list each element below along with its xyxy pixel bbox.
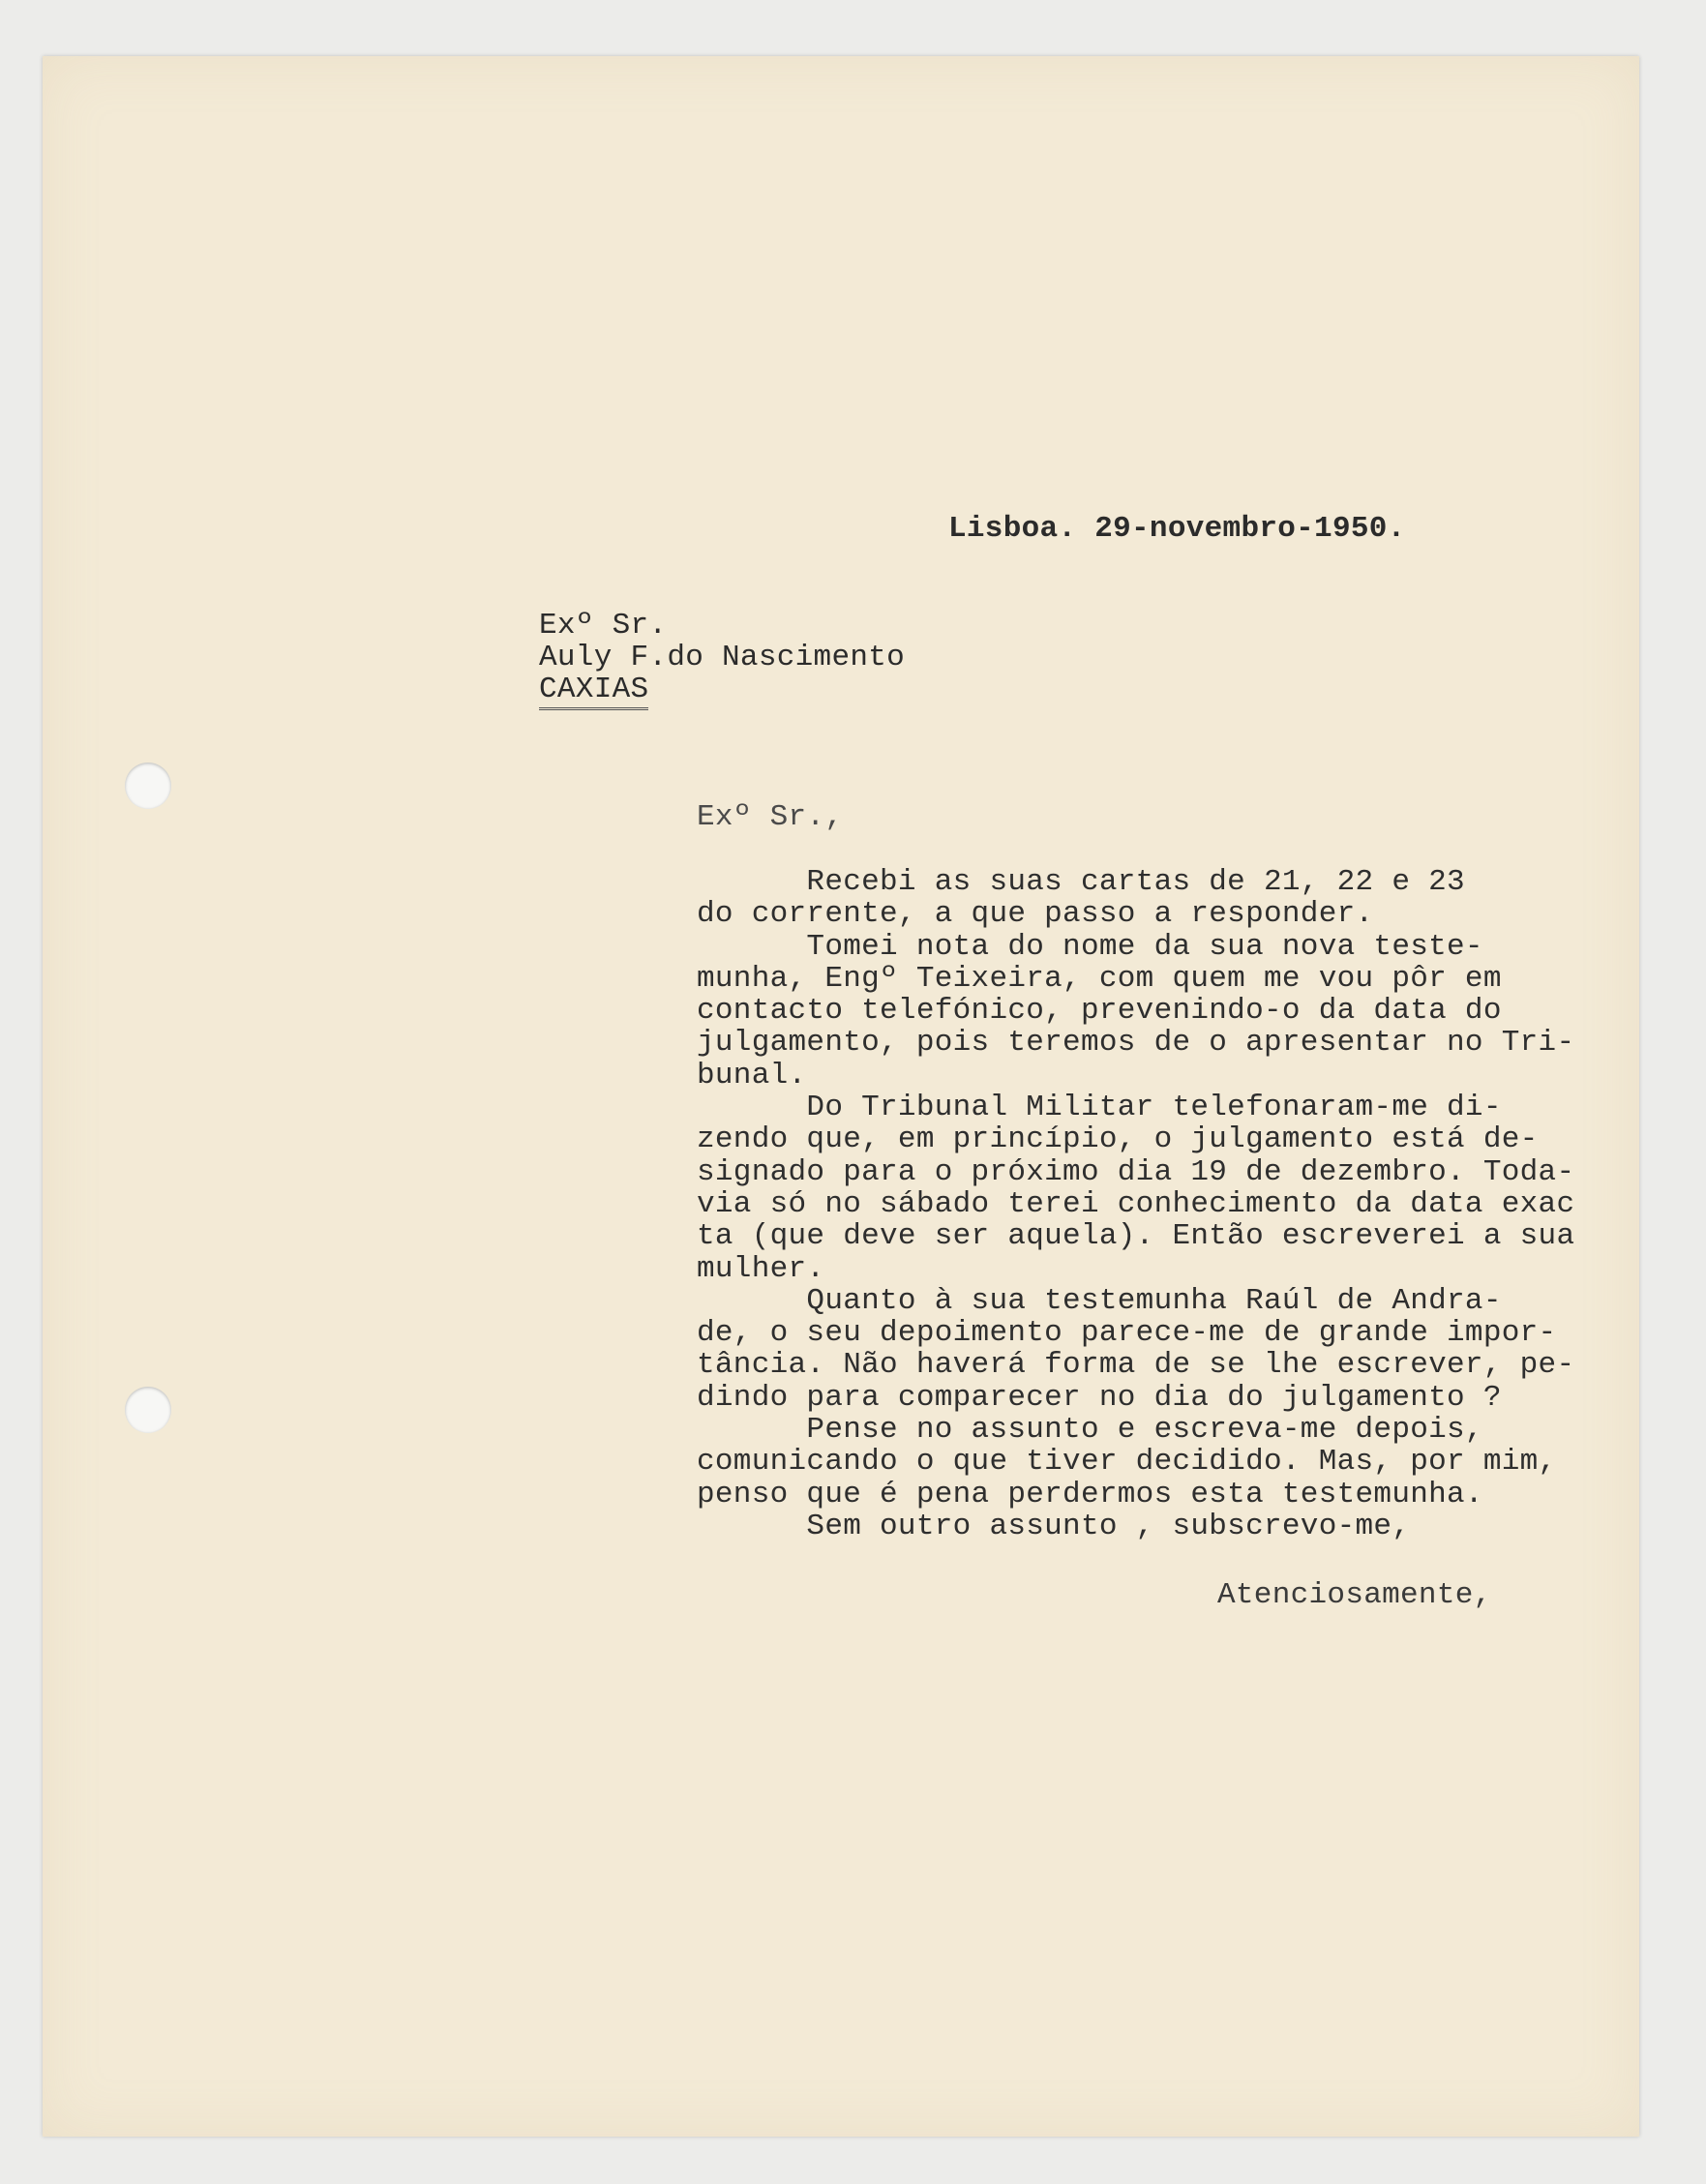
body-line: via só no sábado terei conhecimento da data exac <box>697 1186 1575 1221</box>
body-line: penso que é pena perdermos esta testemunha. <box>697 1477 1483 1511</box>
body-line: Do Tribunal Militar telefonaram-me di- <box>697 1091 1502 1125</box>
body-line: de, o seu depoimento parece-me de grande impor- <box>697 1316 1557 1351</box>
letter-greeting: Exº Sr., <box>697 800 844 834</box>
body-line: signado para o próximo dia 19 de dezembro. Toda- <box>697 1154 1575 1189</box>
letter-date: Lisboa. 29-novembro-1950. <box>948 512 1406 546</box>
punch-hole-bottom <box>125 1387 171 1433</box>
body-line: comunicando o que tiver decidido. Mas, por mim, <box>697 1445 1557 1480</box>
body-line: zendo que, em princípio, o julgamento está de- <box>697 1122 1539 1157</box>
letter-body <box>697 866 1626 1542</box>
recipient-salutation: Exº Sr. <box>539 609 668 643</box>
body-line: Pense no assunto e escreva-me depois, <box>697 1413 1483 1448</box>
body-line: tância. Não haverá forma de se lhe escrever, pe- <box>697 1348 1575 1383</box>
body-line: bunal. <box>697 1058 807 1092</box>
body-line: Sem outro assunto , subscrevo-me, <box>697 1509 1411 1543</box>
recipient-place: CAXIAS <box>539 673 648 710</box>
body-line: Tomei nota do nome da sua nova teste- <box>697 929 1483 964</box>
recipient-name: Auly F.do Nascimento <box>539 641 906 674</box>
body-line: mulher. <box>697 1251 825 1286</box>
body-line: Recebi as suas cartas de 21, 22 e 23 <box>697 865 1465 899</box>
letter-closing: Atenciosamente, <box>1217 1578 1492 1612</box>
body-line: julgamento, pois teremos de o apresentar no Tri- <box>697 1026 1575 1061</box>
body-line: contacto telefónico, prevenindo-o da data do <box>697 994 1502 1029</box>
body-line: dindo para comparecer no dia do julgamento ? <box>697 1380 1502 1415</box>
body-line: do corrente, a que passo a responder. <box>697 897 1374 932</box>
body-line: Quanto à sua testemunha Raúl de Andra- <box>697 1283 1502 1318</box>
punch-hole-top <box>125 763 171 809</box>
body-line: munha, Engº Teixeira, com quem me vou pôr em <box>697 961 1502 996</box>
body-line: ta (que deve ser aquela). Então escreverei a sua <box>697 1219 1575 1254</box>
